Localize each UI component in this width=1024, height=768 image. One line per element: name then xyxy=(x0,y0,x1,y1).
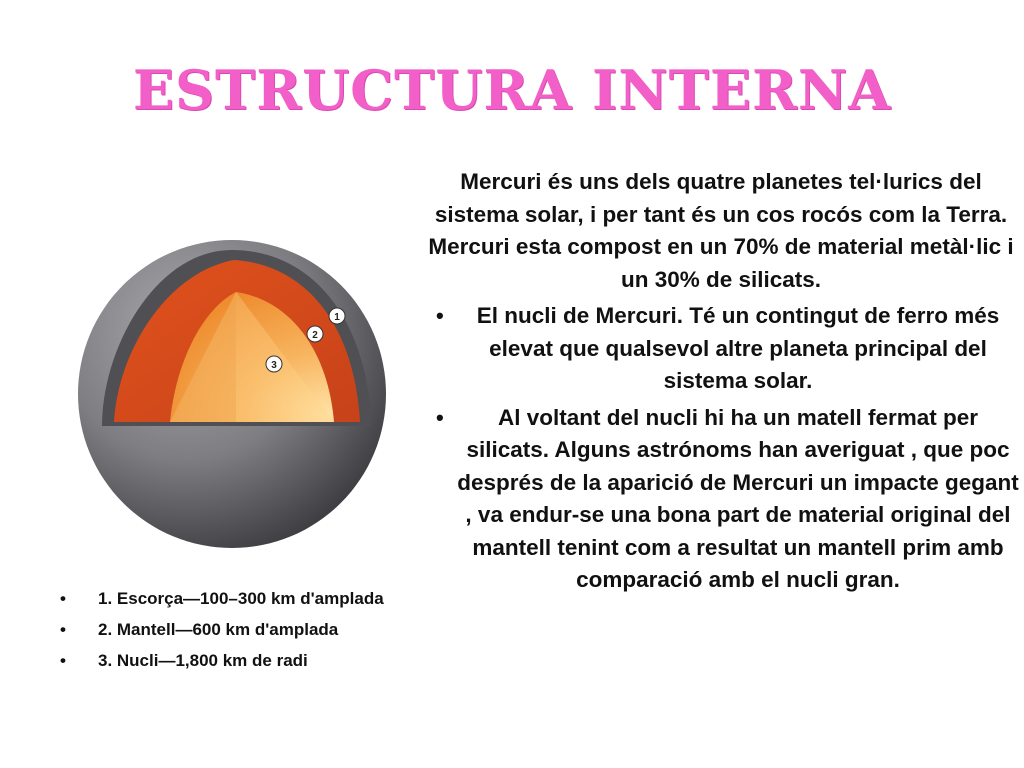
legend-item-core: • 3. Nucli—1,800 km de radi xyxy=(58,648,384,679)
label-marker-2 xyxy=(307,326,323,342)
point-text: Al voltant del nucli hi ha un matell fermat per silicats. Alguns astrónoms han averiguat , que poc després de la aparició de Mercuri un impacte gegant , va endur-se una bona part de material original del mantell tenint com a resultat un mantell prim amb comparació amb el nucli gran. xyxy=(457,404,1019,592)
legend-item-mantle: • 2. Mantell—600 km d'amplada xyxy=(58,617,384,648)
svg-text:1: 1 xyxy=(334,312,340,323)
description-block xyxy=(416,166,1020,601)
layer-legend xyxy=(58,586,384,679)
svg-text:3: 3 xyxy=(271,360,277,371)
intro-paragraph: Mercuri és uns dels quatre planetes tel·lurics del sistema solar, i per tant és un cos rocós com la Terra. Mercuri esta compost en un 70% de material metàl·lic i un 30% de silicats. xyxy=(428,169,1014,292)
point-item xyxy=(416,300,1020,398)
point-text: El nucli de Mercuri. Té un contingut de ferro més elevat que qualsevol altre planeta principal del sistema solar. xyxy=(476,303,1000,393)
label-marker-3 xyxy=(266,356,282,372)
slide-title: ESTRUCTURA INTERNA xyxy=(132,58,892,122)
label-marker-1 xyxy=(329,308,345,324)
bullet-icon: • xyxy=(436,404,444,430)
points-list xyxy=(416,300,1020,597)
svg-text:2: 2 xyxy=(312,330,318,341)
bullet-icon: • xyxy=(436,303,444,328)
point-item xyxy=(416,402,1020,597)
mercury-cutaway-diagram xyxy=(76,238,388,550)
legend-item-crust: • 1. Escorça—100–300 km d'amplada xyxy=(58,586,384,617)
